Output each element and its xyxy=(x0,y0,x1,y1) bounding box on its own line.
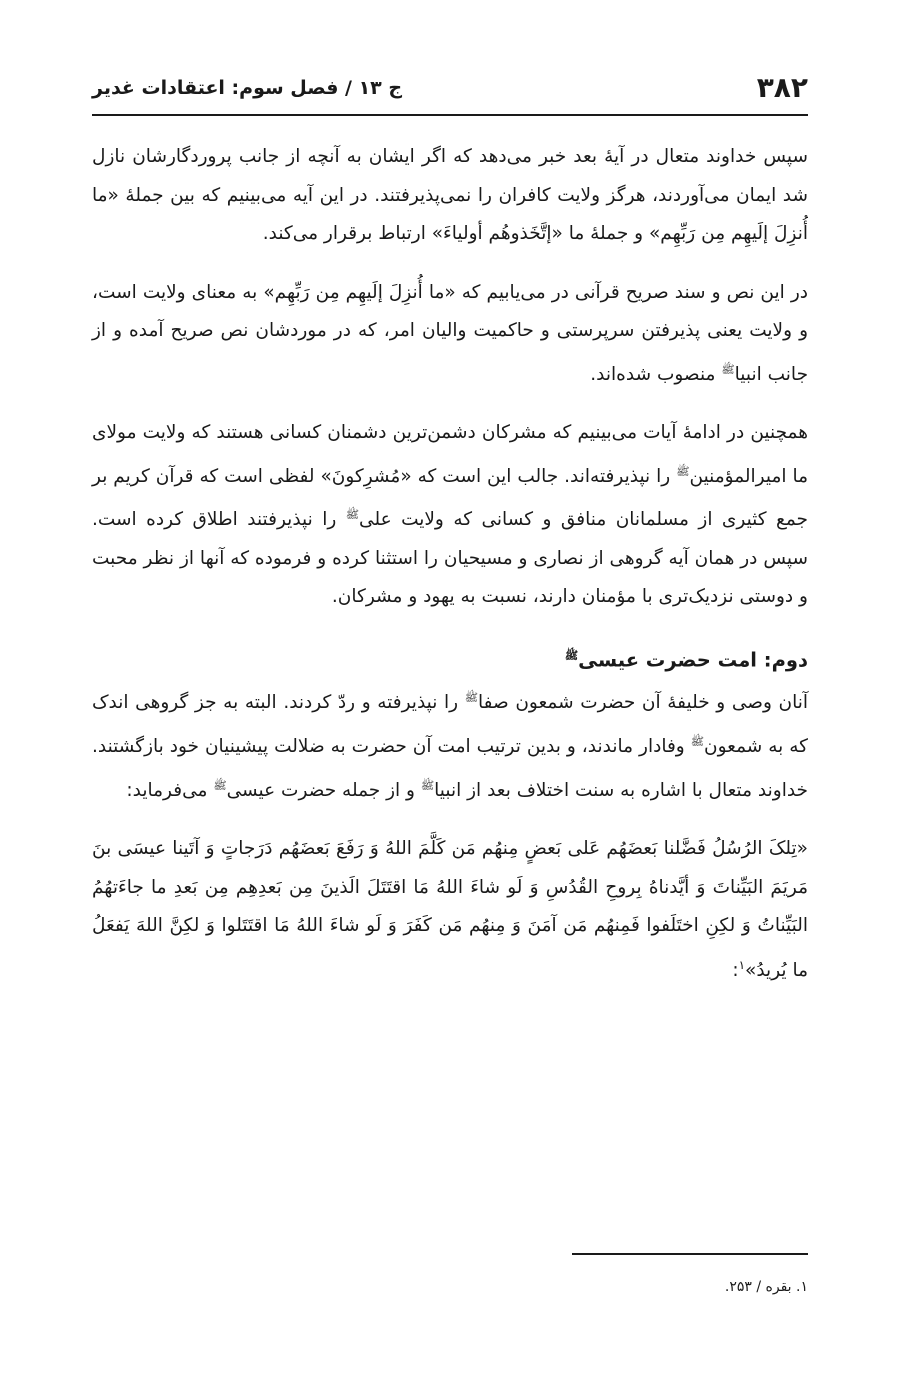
quran-quote xyxy=(92,830,808,990)
honorific-symbol: ﷺ xyxy=(690,735,704,749)
paragraph-4-part-c: وفادار ماندند، و بدین ترتیب امت آن حضرت به ضلالت پیشینیان خود بازگشتند. خداوند متعال با اشاره به سنت اختلاف بعد از انبیا xyxy=(92,736,808,801)
honorific-symbol: ﷺ xyxy=(345,508,360,522)
paragraph-2-end: منصوب شده‌اند. xyxy=(590,363,722,385)
paragraph-3-part-c: را نپذیرفتند اطلاق کرده است. سپس در همان آیه گروهی از نصاری و مسیحیان را استثنا کرده و فرموده که آنها از نظر محبت و دوستی نزدیک‌تری با مؤمنان دارند، نسبت به یهود و مشرکان. xyxy=(92,509,808,608)
paragraph-2 xyxy=(92,274,808,395)
quran-quote-end: : xyxy=(732,960,739,982)
page-body xyxy=(92,138,808,1011)
section-heading xyxy=(92,637,808,680)
paragraph-4-part-a: آنان وصی و خلیفهٔ آن حضرت شمعون صفا xyxy=(478,692,809,714)
page-number: ۳۸۲ xyxy=(756,71,808,104)
paragraph-2-text: در این نص و سند صریح قرآنی در می‌یابیم که «ما أُنزِلَ إلَیهِم مِن رَبِّهِم» به معنای ولایت است، و ولایت یعنی پذیرفتن سرپرستی و حاکمیت والیان امر، که در موردشان نص صریح آمده و از جانب انبیا xyxy=(92,281,808,385)
paragraph-4 xyxy=(92,679,808,810)
honorific-symbol: ﷺ xyxy=(420,778,435,792)
paragraph-3-part-b: را نپذیرفته‌اند. جالب این است که «مُشرِکونَ» لفظی است که قرآن کریم بر جمع کثیری از مسلمانان منافق و کسانی که ولایت علی xyxy=(92,465,808,531)
footnote: ۱. بقره / ۲۵۳. xyxy=(724,1279,808,1295)
honorific-symbol: ﷺ xyxy=(721,362,735,376)
honorific-symbol: ﷺ xyxy=(564,648,579,662)
quran-quote-text: «تِلکَ الرُسُلُ فَضَّلنا بَعضَهُم عَلی بَعضٍ مِنهُم مَن کَلَّمَ اللهُ وَ رَفَعَ بَعضَهُم دَرَجاتٍ وَ آتَینا عیسَی بنَ مَریَمَ البَیِّناتَ وَ أیَّدناهُ بِروحِ القُدُسِ وَ لَو شاءَ اللهُ مَا اقتَتَلَ الَذینَ مِن بَعدِهِم مِن بَعدِ ما جاءَتهُمُ البَیِّناتُ وَ لکِنِ اختَلَفوا فَمِنهُم مَن آمَنَ وَ مِنهُم مَن کَفَرَ وَ لَو شاءَ اللهُ مَا اقتَتَلوا وَ لکِنَّ اللهَ یَفعَلُ ما یُریدُ» xyxy=(92,838,808,982)
footnote-reference: ۱ xyxy=(738,957,746,972)
honorific-symbol: ﷺ xyxy=(464,691,478,705)
book-page xyxy=(92,0,808,1390)
paragraph-1: سپس خداوند متعال در آیهٔ بعد خبر می‌دهد که اگر ایشان به آنچه از جانب پروردگارشان نازل شد ایمان می‌آوردند، هرگز ولایت کافران را نمی‌پذیرفتند. در این آیه می‌بینیم که بین جملهٔ «ما أُنزِلَ إلَیهِم مِن رَبِّهِم» و جملهٔ ما «إتَّخَذوهُم أولیاءَ» ارتباط برقرار می‌کند. xyxy=(92,146,808,244)
footnote-divider xyxy=(572,1253,808,1255)
page-header xyxy=(92,68,808,116)
honorific-symbol: ﷺ xyxy=(676,464,690,478)
paragraph-3-part-a: همچنین در ادامهٔ آیات می‌بینیم که مشرکان دشمن‌ترین دشمنان کسانی هستند که ولایت مولای ما امیرالمؤمنین xyxy=(92,422,809,487)
honorific-symbol: ﷺ xyxy=(213,778,227,792)
paragraph-4-part-d: و از جمله حضرت عیسی xyxy=(226,779,421,801)
paragraph-4-part-b: را نپذیرفته و ردّ کردند. البته به جز گروهی اندک که به شمعون xyxy=(92,692,808,758)
paragraph-4-part-e: می‌فرماید: xyxy=(126,779,214,801)
paragraph-3 xyxy=(92,414,808,617)
section-heading-text: دوم: امت حضرت عیسی xyxy=(578,648,808,672)
running-title: ج ۱۳ / فصل سوم: اعتقادات غدیر xyxy=(92,77,403,99)
